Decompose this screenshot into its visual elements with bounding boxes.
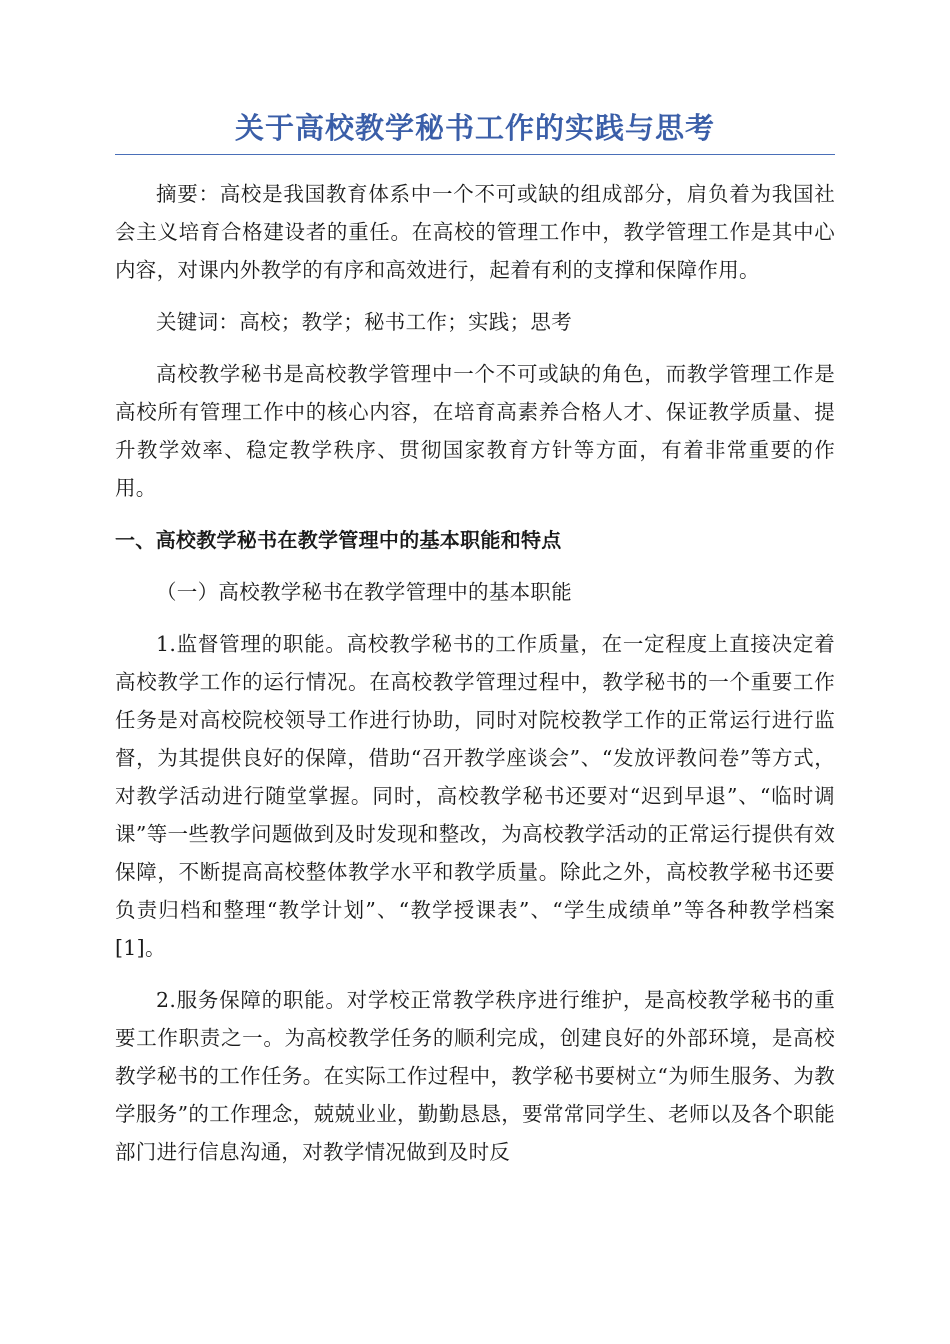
title-underline xyxy=(115,154,835,155)
keywords-paragraph: 关键词：高校；教学；秘书工作；实践；思考 xyxy=(156,310,572,334)
document-title: 关于高校教学秘书工作的实践与思考 xyxy=(234,111,715,145)
document-page xyxy=(115,108,835,1185)
section-heading-1: 一、高校教学秘书在教学管理中的基本职能和特点 xyxy=(115,528,562,552)
abstract-paragraph: 摘要：高校是我国教育体系中一个不可或缺的组成部分，肩负着为我国社会主义培育合格建设者的重任。在高校的管理工作中，教学管理工作是其中心内容，对课内外教学的有序和高效进行，起着有利的支撑和保障作用。 xyxy=(115,182,835,282)
point-1-paragraph: 1.监督管理的职能。高校教学秘书的工作质量，在一定程度上直接决定着高校教学工作的运行情况。在高校教学管理过程中，教学秘书的一个重要工作任务是对高校院校领导工作进行协助，同时对院校教学工作的正常运行进行监督，为其提供良好的保障，借助“召开教学座谈会”、“发放评教问卷”等方式，对教学活动进行随堂掌握。同时，高校教学秘书还要对“迟到早退”、“临时调课”等一些教学问题做到及时发现和整改，为高校教学活动的正常运行提供有效保障，不断提高高校整体教学水平和教学质量。除此之外，高校教学秘书还要负责归档和整理“教学计划”、“教学授课表”、“学生成绩单”等各种教学档案[1]。 xyxy=(115,632,835,960)
subsection-heading-1: （一）高校教学秘书在教学管理中的基本职能 xyxy=(156,580,572,604)
point-2-paragraph: 2.服务保障的职能。对学校正常教学秩序进行维护，是高校教学秘书的重要工作职责之一。为高校教学任务的顺利完成，创建良好的外部环境，是高校教学秘书的工作任务。在实际工作过程中，教学秘书要树立“为师生服务、为教学服务”的工作理念，兢兢业业，勤勤恳恳，要常常同学生、老师以及各个职能部门进行信息沟通，对教学情况做到及时反 xyxy=(115,988,835,1164)
intro-paragraph: 高校教学秘书是高校教学管理中一个不可或缺的角色，而教学管理工作是高校所有管理工作中的核心内容，在培育高素养合格人才、保证教学质量、提升教学效率、稳定教学秩序、贯彻国家教育方针等方面，有着非常重要的作用。 xyxy=(115,362,835,500)
